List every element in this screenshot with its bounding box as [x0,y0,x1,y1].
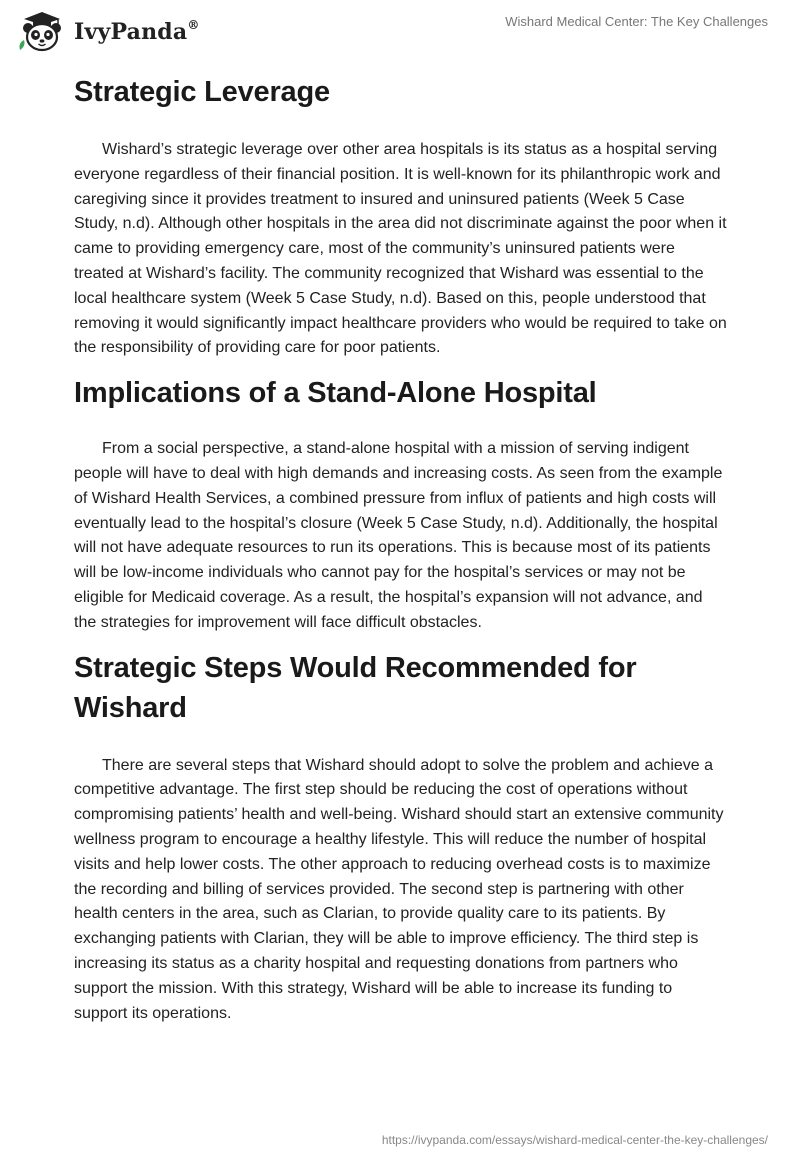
page-header [0,0,800,62]
section-paragraph-implications: From a social perspective, a stand-alone hospital with a mission of serving indigent people will have to deal with high demands and increasing costs. As seen from the example of Wishard Health Services, a combined pressure from influx of patients and high costs will eventually lead to the hospital’s closure (Week 5 Case Study, n.d). Additionally, the hospital will not have adequate resources to run its operations. This is because most of its patients will be low-income individuals who cannot pay for the hospital’s services or may not be eligible for Medicaid coverage. As a result, the hospital’s expansion will not advance, and the strategies for improvement will face difficult obstacles. [74,440,723,631]
section-heading-strategic-steps: Strategic Steps Would Recommended for Wishard [74,651,637,724]
document-title: Wishard Medical Center: The Key Challenges [505,14,768,29]
ivypanda-logo[interactable] [16,10,200,54]
brand-name: IvyPanda® [74,17,200,45]
section-paragraph-strategic-steps: There are several steps that Wishard should adopt to solve the problem and achieve a competitive advantage. The first step should be reducing the cost of operations without compromising patients’ health and well-being. Wishard should start an extensive community wellness program to encourage a healthy lifestyle. This will reduce the number of hospital visits and help lower costs. The other approach to reducing overhead costs is to maximize the recording and billing of services provided. The second step is partnering with other health centers in the area, such as Clarian, to provide quality care to its patients. By exchanging patients with Clarian, they will be able to improve efficiency. The third step is increasing its status as a charity hospital and requesting donations from partners who support the mission. With this strategy, Wishard will be able to increase its funding to support its operations. [74,756,724,1022]
section-heading-strategic-leverage: Strategic Leverage [74,76,330,108]
panda-graduate-icon [16,10,68,54]
essay-content [74,72,729,1026]
section-paragraph-strategic-leverage: Wishard’s strategic leverage over other area hospitals is its status as a hospital serving everyone regardless of their financial position. It is well-known for its philanthropic work and caregiving since it provides treatment to insured and uninsured patients (Week 5 Case Study, n.d). Although other hospitals in the area did not discriminate against the poor when it came to providing emergency care, most of the community’s uninsured patients were treated at Wishard’s facility. The community recognized that Wishard was essential to the local healthcare system (Week 5 Case Study, n.d). Based on this, people understood that removing it would significantly impact healthcare providers who would be required to take on the responsibility of providing care for poor patients. [74,141,727,357]
section-heading-implications: Implications of a Stand-Alone Hospital [74,377,597,410]
source-url-link[interactable]: https://ivypanda.com/essays/wishard-medical-center-the-key-challenges/ [381,1133,768,1147]
